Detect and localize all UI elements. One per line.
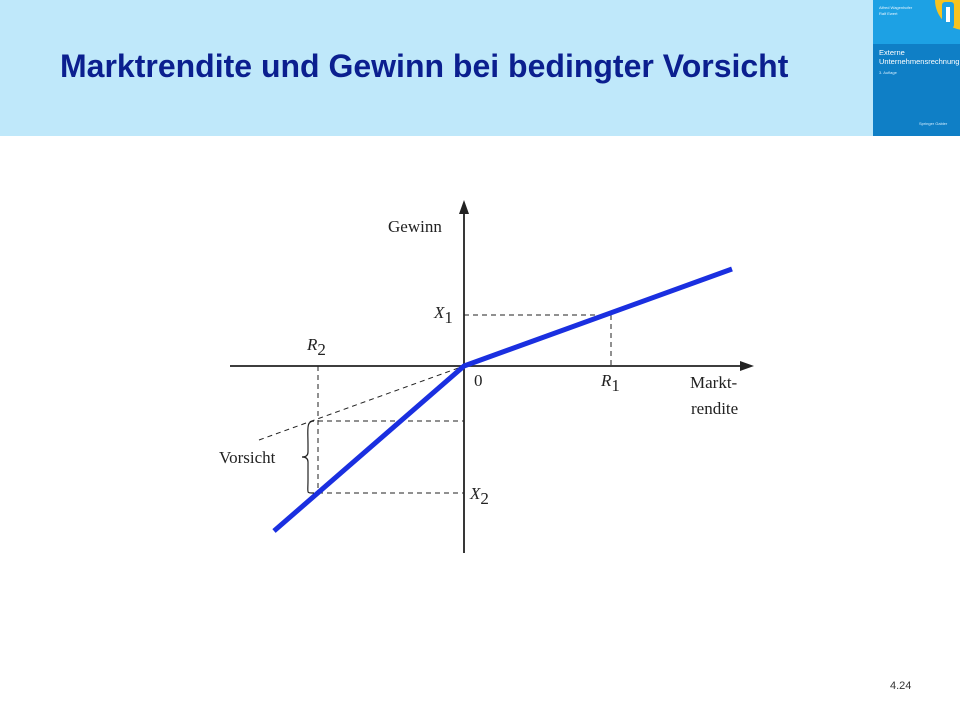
cover-title: Externe Unternehmensrechnung [879,48,960,66]
slide-title: Marktrendite und Gewinn bei bedingter Vorsicht [60,48,789,84]
origin-label: 0 [474,371,483,390]
x2-label: X2 [470,484,489,508]
dashed-extension-line [259,366,464,440]
x-axis-arrow [740,361,754,371]
y-axis-label: Gewinn [388,217,442,236]
cover-publisher: Springer Gabler [919,121,948,126]
cover-authors: Alfred Wagenhofer Ralf Ewert [879,5,913,16]
vorsicht-label: Vorsicht [219,448,276,467]
x1-label: X1 [434,303,453,327]
page-number: 4.24 [890,680,912,692]
x-axis-label-line1: Markt- [690,373,738,392]
vorsicht-bracket [302,421,314,493]
y-axis-arrow [459,200,469,214]
cover-edition: 3. Auflage [879,70,897,75]
x-axis-label-line2: rendite [691,399,739,418]
r1-label: R1 [601,371,620,395]
r2-label: R2 [307,335,326,359]
profit-curve [274,269,732,531]
